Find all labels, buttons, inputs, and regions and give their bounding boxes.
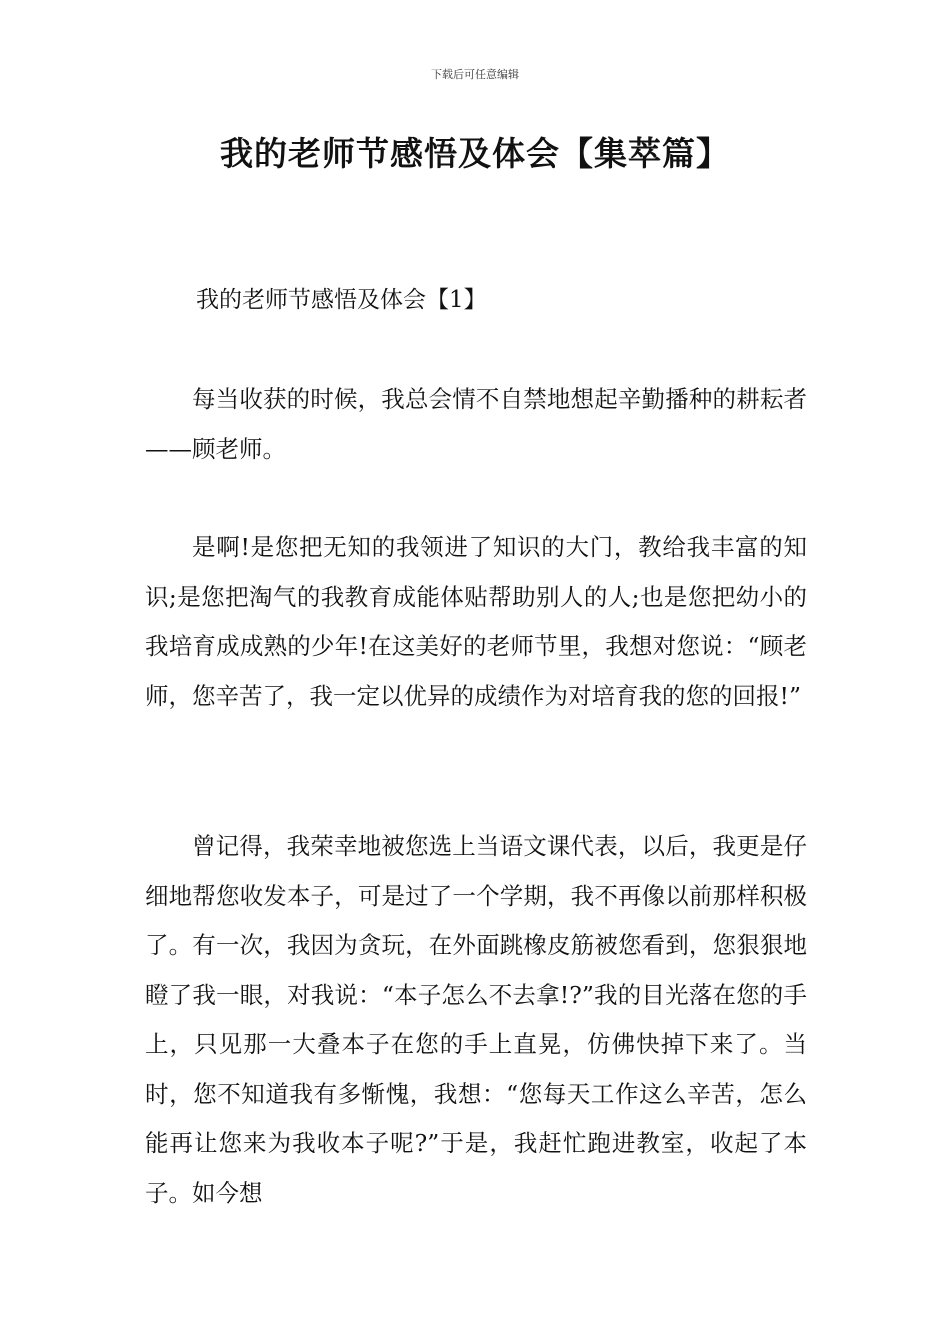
paragraph: 是啊!是您把无知的我领进了知识的大门，教给我丰富的知识;是您把淘气的我教育成能体贴帮助别人的人;也是您把幼小的我培育成成熟的少年!在这美好的老师节里，我想对您说：“顾老师，您辛苦了，我一定以优异的成绩作为对培育我的您的回报!”: [145, 533, 807, 710]
document-title: 我的老师节感悟及体会【集萃篇】: [220, 134, 730, 173]
header-note: 下载后可任意编辑: [431, 68, 519, 81]
paragraph: 每当收获的时候，我总会情不自禁地想起辛勤播种的耕耘者——顾老师。: [145, 385, 807, 463]
paragraph: 曾记得，我荣幸地被您选上当语文课代表，以后，我更是仔细地帮您收发本子，可是过了一个学期，我不再像以前那样积极了。有一次，我因为贪玩，在外面跳橡皮筋被您看到，您狠狠地瞪了我一眼，对我说：“本子怎么不去拿!?”我的目光落在您的手上，只见那一大叠本子在您的手上直晃，仿佛快掉下来了。当时，您不知道我有多惭愧，我想：“您每天工作这么辛苦，怎么能再让您来为我收本子呢?”于是，我赶忙跑进教室，收起了本子。如今想: [145, 832, 807, 1207]
section-heading: 我的老师节感悟及体会【1】: [196, 287, 487, 313]
